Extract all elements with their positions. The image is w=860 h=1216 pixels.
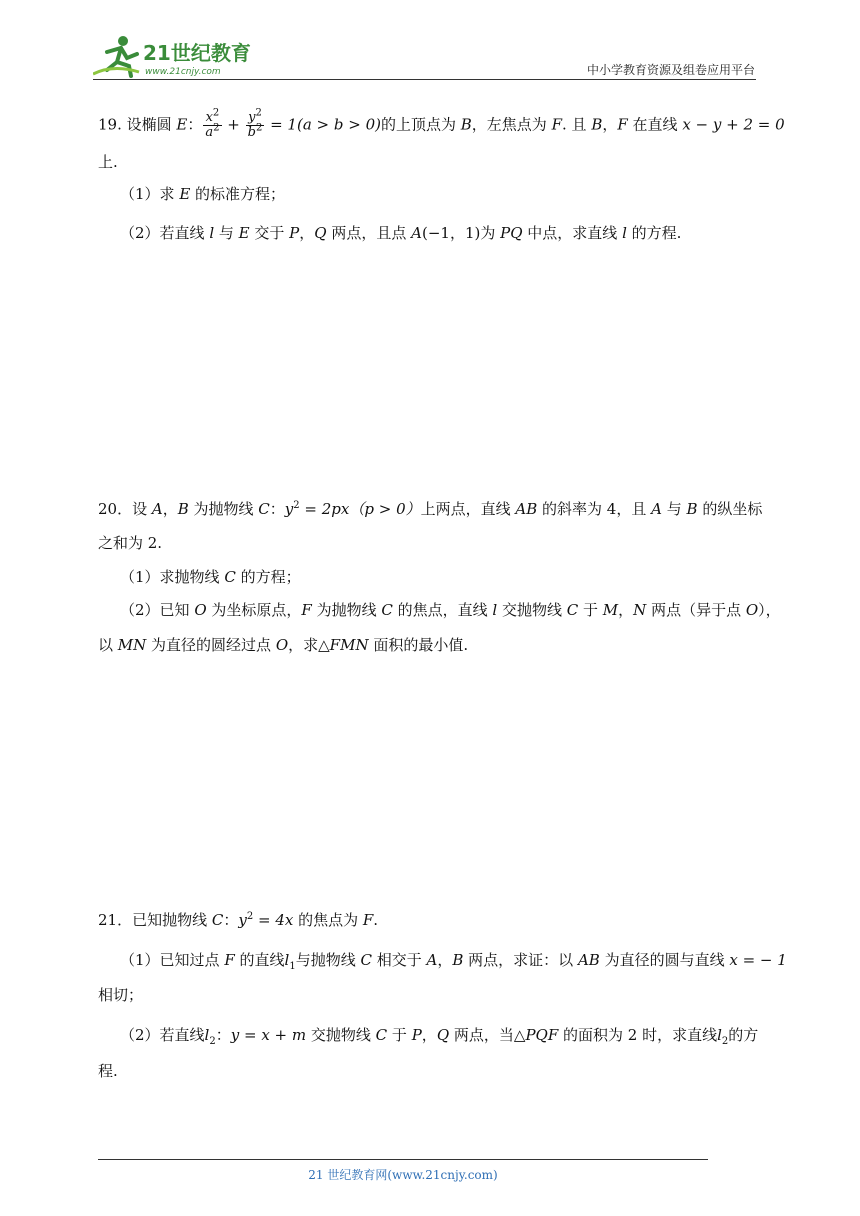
q20-part1: （1）求抛物线 C 的方程； [120,568,301,586]
q19-part2: （2）若直线 l 与 E 交于 P，Q 两点，且点 A(−1，1)为 PQ 中点，求直线 l 的方程. [120,224,682,242]
q20-line1: 20．设 A，B 为抛物线 C：$y^2 = 2px(p > 0)$上两点，直线 AB 的斜率为 4，且 A 与 B 的纵坐标 [98,500,763,518]
q20-part2: （2）已知 O 为坐标原点，F 为抛物线 C 的焦点，直线 l 交抛物线 C 于 M，N 两点（异于点 O）， [120,601,781,619]
q20-part2-cont: 以 MN 为直径的圆经过点 O，求△FMN 面积的最小值. [98,636,469,654]
q19-line2: 上. [98,153,118,171]
logo-text: 21世纪教育 [143,41,251,65]
header-divider [93,79,756,80]
q20-line2: 之和为 2. [98,534,163,552]
q19-fraction-x: $\frac{x^2}{a^2}$ [205,107,220,140]
runner-icon [93,36,139,76]
q21-line1: 21．已知抛物线 C：$y^2 = 4x$ 的焦点为 F. [98,911,379,929]
footer-divider [98,1159,708,1160]
site-logo [93,34,263,78]
logo-url: www.21cnjy.com [145,67,221,77]
q21-part2: （2）若直线$l_2$：y = x + m 交抛物线 C 于 P，Q 两点，当△PQF 的面积为 2 时，求直线$l_2$的方 [120,1026,759,1047]
q19-part1: （1）求 E 的标准方程； [120,185,286,203]
q21-part1-cont: 相切； [98,986,144,1004]
footer-link[interactable]: 21 世纪教育网(www.21cnjy.com) [308,1168,498,1182]
q21-part1: （1）已知过点 F 的直线$l_1$与抛物线 C 相交于 A，B 两点，求证：以 AB 为直径的圆与直线 x = − 1 [120,951,787,972]
header-platform-text: 中小学教育资源及组卷应用平台 [586,63,755,77]
q21-part2-cont: 程. [98,1062,118,1080]
q19-fraction-y: $\frac{y^2}{b^2}$ [247,107,263,140]
q19-line1: 19. 设椭圆 E： $\frac{x^2}{a^2}$ + $\frac{y^2}{b^2}$ = 1(a > b > 0)的上顶点为 B，左焦点为 F. 且 B，F 在直线 x − y + 2 = 0 [98,107,785,140]
